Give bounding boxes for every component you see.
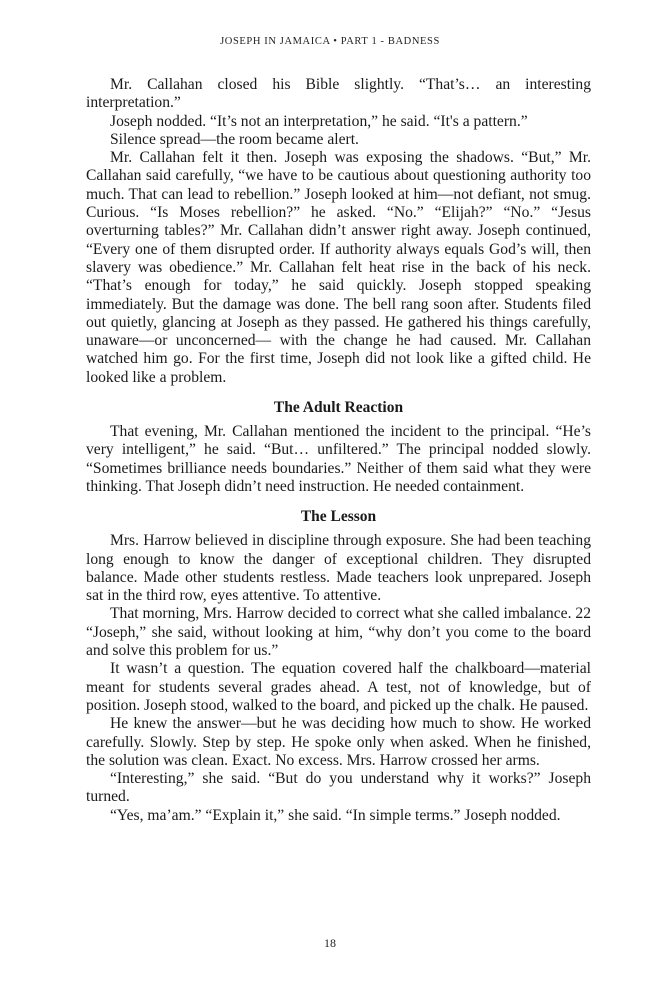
paragraph: “Yes, ma’am.” “Explain it,” she said. “In simple terms.” Joseph nodded. [110, 806, 561, 824]
paragraph: Mr. Callahan closed his Bible slightly. “That’s… an interesting interpretation.” [86, 76, 591, 112]
section-heading-the-lesson: The Lesson [300, 508, 377, 526]
paragraph: It wasn’t a question. The equation covered half the chalkboard—material meant for students several grades ahead. A test, not of knowledge, but of position. Joseph stood, walked to the board, and picked up the chalk. He paused. [86, 660, 591, 714]
paragraph: That morning, Mrs. Harrow decided to correct what she called imbalance. 22 “Joseph,” she said, without looking at him, “why don’t you come to the board and solve this problem for us.” [86, 605, 591, 660]
page-number: 18 [324, 936, 336, 950]
paragraph: That evening, Mr. Callahan mentioned the incident to the principal. “He’s very intelligent,” he said. “But… unfiltered.” The principal nodded slowly. “Sometimes brilliance needs boundaries.” Neither of them said what they were thinking. That Joseph didn’t need instruction. He needed containment. [86, 423, 591, 495]
running-head: JOSEPH IN JAMAICA • PART 1 - BADNESS [220, 36, 440, 47]
paragraph: “Interesting,” she said. “But do you understand why it works?” Joseph turned. [86, 770, 591, 806]
paragraph: Joseph nodded. “It’s not an interpretation,” he said. “It's a pattern.” [110, 112, 528, 130]
section-heading-adult-reaction: The Adult Reaction [273, 399, 404, 417]
paragraph: Mr. Callahan felt it then. Joseph was exposing the shadows. “But,” Mr. Callahan said carefully, “we have to be cautious about questioning authority too much. That can lead to rebellion.” Joseph looked at him—not defiant, not smug. Curious. “Is Moses rebellion?” he asked. “No.” “Elijah?” “No.” “Jesus overturning tables?” Mr. Callahan didn’t answer right away. Joseph continued, “Every one of them disrupted order. If authority always equals God’s will, then slavery was obedience.” Mr. Callahan felt heat rise in the back of his neck. “That’s enough for today,” he said quickly. Joseph stopped speaking immediately. But the damage was done. The bell rang soon after. Students filed out quietly, glancing at Joseph as they passed. He gathered his things carefully, unaware—or unconcerned— with the change he had caused. Mr. Callahan watched him go. For the first time, Joseph did not look like a gifted child. He looked like a problem. [86, 149, 591, 386]
body-text [86, 76, 591, 825]
paragraph: Mrs. Harrow believed in discipline through exposure. She had been teaching long enough to know the danger of exceptional children. They disrupted balance. Made other students restless. Made teachers look unprepared. Joseph sat in the third row, eyes attentive. To attentive. [86, 532, 591, 605]
paragraph: He knew the answer—but he was deciding how much to show. He worked carefully. Slowly. Step by step. He spoke only when asked. When he finished, the solution was clean. Exact. No excess. Mrs. Harrow crossed her arms. [86, 715, 591, 769]
paragraph: Silence spread—the room became alert. [110, 130, 359, 148]
